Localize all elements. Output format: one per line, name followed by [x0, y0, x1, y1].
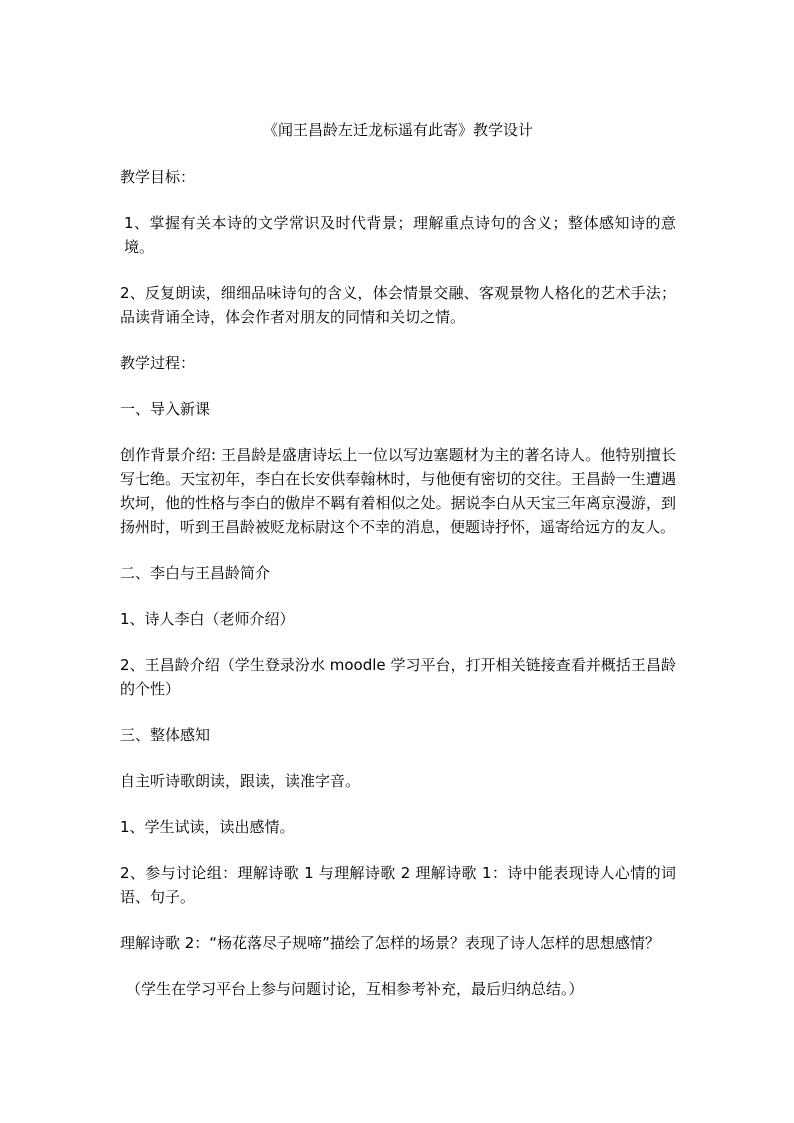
step-3-question-2: 理解诗歌 2：“杨花落尽子规啼”描绘了怎样的场景？表现了诗人怎样的思想感情？ [120, 934, 660, 952]
background-paragraph: 创作背景介绍: 王昌龄是盛唐诗坛上一位以写边塞题材为主的著名诗人。他特别擅长写七绝。天宝初年，李白在长安供奉翰林时，与他便有密切的交往。王昌龄一生遭遇坎坷，他的性格与李白的傲岸不羁有着相似之处。据说李白从天宝三年离京漫游，到扬州时，听到王昌龄被贬龙标尉这个不幸的消息，便题诗抒怀，遥寄给远方的友人。 [120, 446, 676, 536]
section-heading-process: 教学过程： [120, 354, 196, 372]
step-3-item-1: 1、学生试读，读出感情。 [120, 818, 295, 836]
step-3-heading: 三、整体感知 [120, 726, 211, 744]
step-2-item-2: 2、王昌龄介绍（学生登录汾水 moodle 学习平台，打开相关链接查看并概括王昌龄的个性） [120, 656, 676, 698]
step-3-item-2: 2、参与讨论组：理解诗歌 1 与理解诗歌 2 理解诗歌 1：诗中能表现诗人心情的词语、句子。 [120, 864, 676, 906]
objective-2: 2、反复朗读，细细品味诗句的含义，体会情景交融、客观景物人格化的艺术手法；品读背诵全诗，体会作者对朋友的同情和关切之情。 [120, 284, 676, 326]
step-2-item-1: 1、诗人李白（老师介绍） [120, 610, 295, 628]
step-3-note: （学生在学习平台上参与问题讨论，互相参考补充，最后归纳总结。） [126, 980, 584, 998]
step-3-intro: 自主听诗歌朗读，跟读，读准字音。 [120, 772, 361, 790]
document-title: 《闻王昌龄左迁龙标遥有此寄》教学设计 [262, 121, 533, 139]
objective-1: 1、掌握有关本诗的文学常识及时代背景；理解重点诗句的含义；整体感知诗的意境。 [124, 214, 676, 256]
step-1-heading: 一、导入新课 [120, 400, 211, 418]
document-body [120, 118, 676, 1023]
step-2-heading: 二、李白与王昌龄简介 [120, 564, 271, 582]
section-heading-objectives: 教学目标： [120, 168, 196, 186]
